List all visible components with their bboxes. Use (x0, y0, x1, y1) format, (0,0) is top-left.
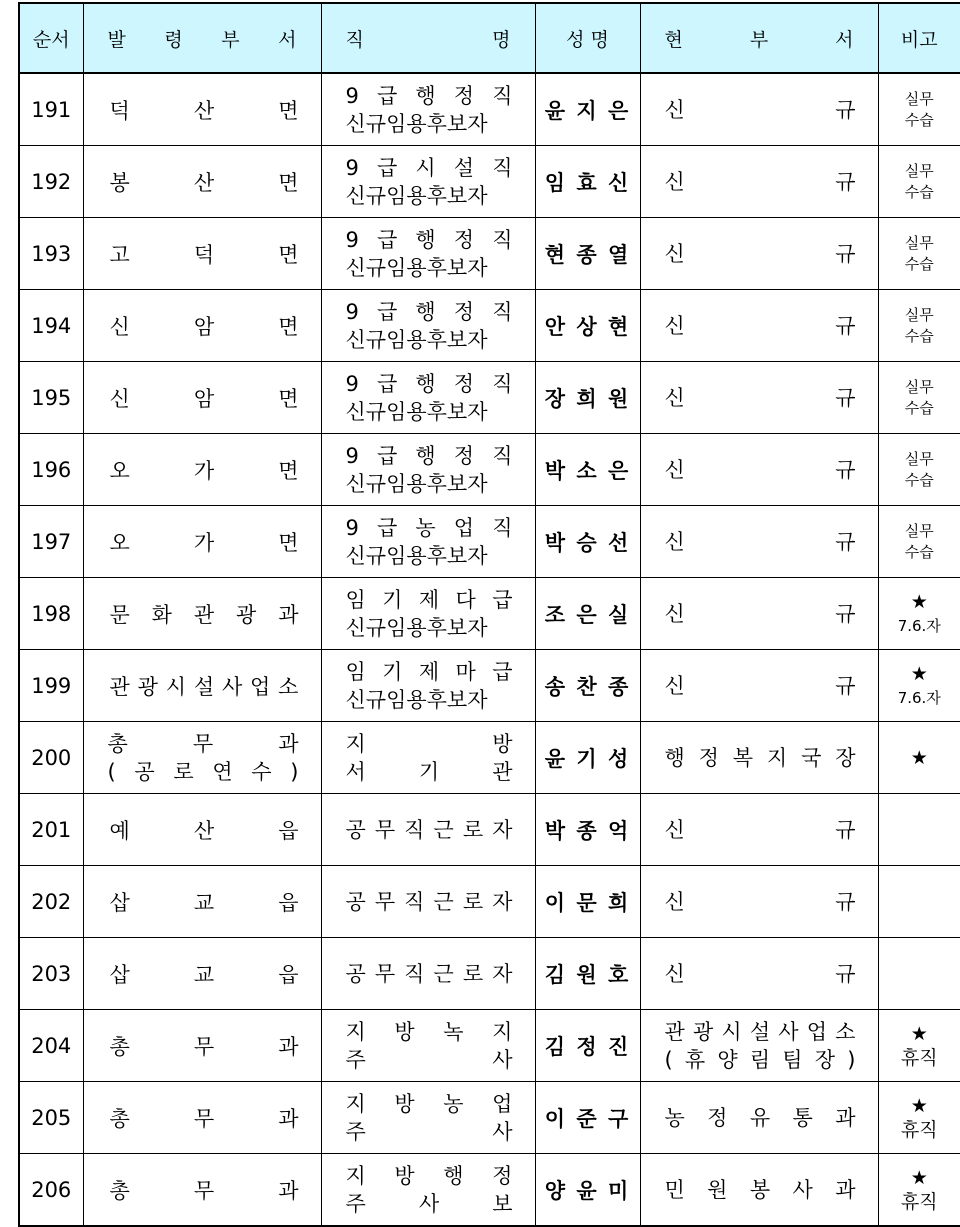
cell-no: 204 (19, 1010, 83, 1082)
cell-no: 203 (19, 938, 83, 1010)
cell-current-line1: 신 규 (665, 312, 856, 340)
table-row (19, 1154, 960, 1227)
cell-note (878, 794, 960, 866)
cell-dept (83, 1154, 321, 1227)
cell-position-line2: 신규임용후보자 (346, 542, 513, 570)
cell-no: 196 (19, 434, 83, 506)
cell-dept (83, 1010, 321, 1082)
cell-current-dept (640, 578, 878, 650)
cell-position (321, 650, 535, 722)
cell-position-line1: 지 방 행 정 (346, 1162, 513, 1190)
cell-dept (83, 938, 321, 1010)
cell-dept (83, 362, 321, 434)
cell-dept (83, 794, 321, 866)
cell-note (878, 1010, 960, 1082)
cell-dept-label: 삽 교 읍 (84, 887, 321, 917)
cell-current-dept (640, 866, 878, 938)
header-note: 비고 (878, 3, 960, 73)
cell-no: 197 (19, 506, 83, 578)
cell-current-line1: 신 규 (665, 240, 856, 268)
cell-current-dept (640, 938, 878, 1010)
cell-position-line1: 공 무 직 근 로 자 (346, 888, 513, 916)
cell-position (321, 73, 535, 146)
cell-note-line2: 수습 (879, 470, 960, 491)
cell-position-line1: 지 방 녹 지 (346, 1018, 513, 1046)
cell-position-line1: 공 무 직 근 로 자 (346, 960, 513, 988)
cell-note (878, 866, 960, 938)
cell-position (321, 794, 535, 866)
table-row (19, 794, 960, 866)
header-position (321, 3, 535, 73)
cell-position-line2: 신규임용후보자 (346, 326, 513, 354)
cell-note (878, 1154, 960, 1227)
cell-note-line1: 실무 (879, 305, 960, 326)
cell-current-dept (640, 434, 878, 506)
cell-note (878, 506, 960, 578)
cell-dept (83, 146, 321, 218)
cell-note-line2: 수습 (879, 542, 960, 563)
cell-dept (83, 866, 321, 938)
cell-note-line2: 7.6.자 (879, 686, 960, 710)
cell-current-line1: 행 정 복 지 국 장 (665, 744, 856, 772)
cell-current-dept (640, 794, 878, 866)
cell-current-line1: 신 규 (665, 384, 856, 412)
cell-position-line1: 9 급 행 정 직 (346, 370, 513, 398)
header-no: 순서 (19, 3, 83, 73)
cell-dept (83, 1082, 321, 1154)
cell-note (878, 290, 960, 362)
cell-name: 박 소 은 (535, 434, 640, 506)
cell-position (321, 722, 535, 794)
cell-position-line1: 임 기 제 다 급 (346, 586, 513, 614)
cell-no: 206 (19, 1154, 83, 1227)
cell-position-line2: 신규임용후보자 (346, 398, 513, 426)
cell-dept (83, 650, 321, 722)
cell-no: 202 (19, 866, 83, 938)
table-row (19, 722, 960, 794)
table-row (19, 1082, 960, 1154)
header-dept (83, 3, 321, 73)
cell-current-dept (640, 290, 878, 362)
cell-note-line2: 휴직 (879, 1046, 960, 1070)
cell-note-line2: 수습 (879, 182, 960, 203)
cell-dept (83, 290, 321, 362)
cell-dept (83, 218, 321, 290)
cell-dept-label: 총 무 과 (84, 1031, 321, 1061)
cell-dept-label: 신 암 면 (84, 383, 321, 413)
cell-position-line1: 공 무 직 근 로 자 (346, 816, 513, 844)
star-icon: ★ (879, 590, 960, 614)
cell-dept-label: 오 가 면 (84, 527, 321, 557)
cell-position-line2: 서 기 관 (346, 758, 513, 786)
cell-dept-label: 총 무 과 (84, 1103, 321, 1133)
cell-no: 200 (19, 722, 83, 794)
cell-position (321, 1010, 535, 1082)
cell-position-line2: 신규임용후보자 (346, 182, 513, 210)
cell-dept-label: 오 가 면 (84, 455, 321, 485)
cell-position-line2: 신규임용후보자 (346, 254, 513, 282)
cell-current-line1: 민 원 봉 사 과 (665, 1176, 856, 1204)
cell-position-line1: 임 기 제 마 급 (346, 658, 513, 686)
cell-note-line1: 실무 (879, 377, 960, 398)
cell-position-line2: 주 사 (346, 1046, 513, 1074)
cell-current-dept (640, 1082, 878, 1154)
cell-note (878, 578, 960, 650)
cell-name: 윤 지 은 (535, 73, 640, 146)
cell-note (878, 1082, 960, 1154)
cell-note-line2: 휴직 (879, 1190, 960, 1214)
table-row (19, 938, 960, 1010)
cell-note (878, 938, 960, 1010)
cell-dept-label: 예 산 읍 (84, 815, 321, 845)
cell-name: 임 효 신 (535, 146, 640, 218)
cell-note-line2: 7.6.자 (879, 614, 960, 638)
cell-position (321, 578, 535, 650)
cell-current-dept (640, 146, 878, 218)
cell-current-dept (640, 1010, 878, 1082)
cell-current-dept (640, 73, 878, 146)
personnel-order-table-container (18, 2, 960, 1220)
cell-name: 김 원 호 (535, 938, 640, 1010)
table-row (19, 218, 960, 290)
table-row (19, 1010, 960, 1082)
cell-position (321, 434, 535, 506)
cell-position-line2: 주 사 보 (346, 1190, 513, 1218)
cell-name: 박 승 선 (535, 506, 640, 578)
table-row (19, 434, 960, 506)
cell-name: 송 찬 종 (535, 650, 640, 722)
cell-note (878, 218, 960, 290)
cell-name: 이 준 구 (535, 1082, 640, 1154)
cell-note (878, 722, 960, 794)
table-row (19, 650, 960, 722)
table-row (19, 578, 960, 650)
cell-name: 안 상 현 (535, 290, 640, 362)
cell-current-line1: 신 규 (665, 888, 856, 916)
table-header-row (19, 3, 960, 73)
cell-dept (83, 722, 321, 794)
cell-current-dept (640, 362, 878, 434)
cell-position-line2: 주 사 (346, 1118, 513, 1146)
table-row (19, 146, 960, 218)
cell-current-line1: 농 정 유 통 과 (665, 1104, 856, 1132)
cell-dept (83, 506, 321, 578)
cell-position-line1: 9 급 행 정 직 (346, 82, 513, 110)
cell-current-line1: 신 규 (665, 456, 856, 484)
star-icon: ★ (879, 1094, 960, 1118)
cell-position-line2: 신규임용후보자 (346, 614, 513, 642)
cell-position-line1: 9 급 농 업 직 (346, 514, 513, 542)
cell-dept-label: 덕 산 면 (84, 95, 321, 125)
cell-dept (83, 578, 321, 650)
cell-note-line1: 실무 (879, 521, 960, 542)
cell-position-line1: 지 방 농 업 (346, 1090, 513, 1118)
cell-note-line2: 수습 (879, 326, 960, 347)
cell-dept (83, 434, 321, 506)
cell-position (321, 218, 535, 290)
cell-current-line1: 신 규 (665, 96, 856, 124)
header-name: 성 명 (535, 3, 640, 73)
cell-note (878, 362, 960, 434)
cell-position (321, 866, 535, 938)
cell-position (321, 290, 535, 362)
cell-no: 194 (19, 290, 83, 362)
cell-no: 199 (19, 650, 83, 722)
header-dept-label: 발 령 부 서 (84, 25, 321, 52)
cell-position-line1: 9 급 행 정 직 (346, 298, 513, 326)
cell-dept-label: 삽 교 읍 (84, 959, 321, 989)
cell-name: 장 희 원 (535, 362, 640, 434)
cell-position-line1: 9 급 시 설 직 (346, 154, 513, 182)
cell-note-line1: 실무 (879, 233, 960, 254)
cell-current-line1: 신 규 (665, 528, 856, 556)
cell-dept-line1: 총 무 과 (108, 730, 299, 758)
cell-current-line1: 관 광 시 설 사 업 소 (665, 1018, 856, 1046)
cell-name: 이 문 희 (535, 866, 640, 938)
cell-dept-label: 신 암 면 (84, 311, 321, 341)
personnel-order-table (18, 2, 960, 1227)
table-row (19, 506, 960, 578)
cell-note-line1: 실무 (879, 161, 960, 182)
cell-dept-label: 총 무 과 (84, 1175, 321, 1205)
table-body (19, 73, 960, 1226)
cell-current-line1: 신 규 (665, 960, 856, 988)
cell-note-line2: 수습 (879, 398, 960, 419)
star-icon: ★ (879, 1166, 960, 1190)
cell-current-line1: 신 규 (665, 168, 856, 196)
cell-note-line2: 수습 (879, 254, 960, 275)
cell-position-line1: 9 급 행 정 직 (346, 442, 513, 470)
cell-dept-label: 문 화 관 광 과 (84, 599, 321, 629)
cell-name: 김 정 진 (535, 1010, 640, 1082)
cell-name: 박 종 억 (535, 794, 640, 866)
cell-name: 양 윤 미 (535, 1154, 640, 1227)
cell-no: 192 (19, 146, 83, 218)
cell-no: 205 (19, 1082, 83, 1154)
cell-current-line1: 신 규 (665, 672, 856, 700)
cell-dept-line2: ( 공 로 연 수 ) (108, 758, 299, 786)
cell-position (321, 146, 535, 218)
cell-no: 195 (19, 362, 83, 434)
cell-name: 현 종 열 (535, 218, 640, 290)
cell-no: 201 (19, 794, 83, 866)
cell-no: 193 (19, 218, 83, 290)
star-icon: ★ (879, 1022, 960, 1046)
cell-current-dept (640, 218, 878, 290)
cell-current-dept (640, 506, 878, 578)
cell-note (878, 434, 960, 506)
cell-dept-label: 관 광 시 설 사 업 소 (84, 671, 321, 701)
header-current (640, 3, 878, 73)
table-row (19, 290, 960, 362)
cell-current-line2: ( 휴 양 림 팀 장 ) (665, 1046, 856, 1074)
cell-note (878, 146, 960, 218)
cell-current-line1: 신 규 (665, 816, 856, 844)
cell-note-line1: 실무 (879, 89, 960, 110)
cell-note (878, 650, 960, 722)
cell-position-line1: 9 급 행 정 직 (346, 226, 513, 254)
cell-position-line2: 신규임용후보자 (346, 686, 513, 714)
cell-position (321, 506, 535, 578)
table-row (19, 866, 960, 938)
cell-dept-label: 봉 산 면 (84, 167, 321, 197)
star-icon: ★ (879, 662, 960, 686)
cell-current-line1: 신 규 (665, 600, 856, 628)
cell-position (321, 1082, 535, 1154)
cell-no: 191 (19, 73, 83, 146)
header-current-label: 현 부 서 (641, 25, 878, 52)
table-row (19, 73, 960, 146)
cell-position-line1: 지 방 (346, 730, 513, 758)
table-row (19, 362, 960, 434)
header-position-label: 직 명 (322, 25, 535, 52)
cell-note-line1: 실무 (879, 449, 960, 470)
cell-position (321, 362, 535, 434)
cell-position-line2: 신규임용후보자 (346, 110, 513, 138)
cell-current-dept (640, 722, 878, 794)
cell-no: 198 (19, 578, 83, 650)
cell-name: 윤 기 성 (535, 722, 640, 794)
cell-current-dept (640, 1154, 878, 1227)
cell-dept (83, 73, 321, 146)
cell-position (321, 938, 535, 1010)
cell-note (878, 73, 960, 146)
star-icon: ★ (879, 746, 960, 770)
cell-dept-label: 고 덕 면 (84, 239, 321, 269)
cell-current-dept (640, 650, 878, 722)
cell-name: 조 은 실 (535, 578, 640, 650)
cell-position-line2: 신규임용후보자 (346, 470, 513, 498)
cell-position (321, 1154, 535, 1227)
cell-note-line2: 휴직 (879, 1118, 960, 1142)
cell-note-line2: 수습 (879, 110, 960, 131)
